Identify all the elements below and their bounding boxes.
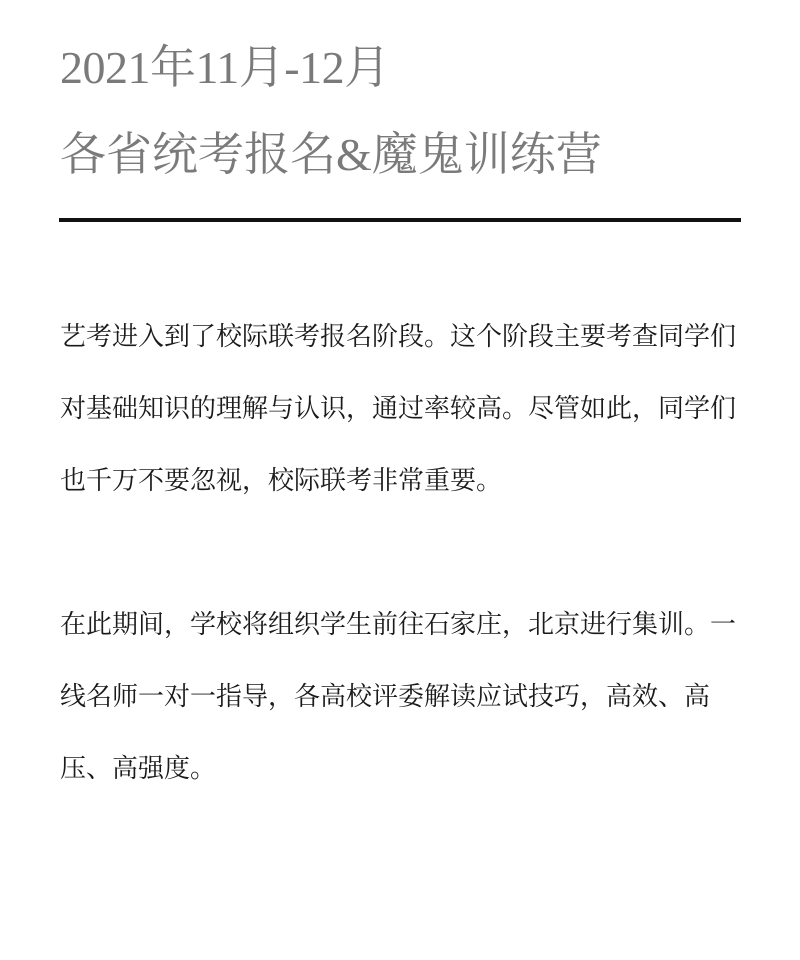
title-divider [59, 218, 741, 222]
page-title-main: 各省统考报名&魔鬼训练营 [60, 129, 602, 180]
paragraph-registration: 艺考进入到了校际联考报名阶段。这个阶段主要考查同学们对基础知识的理解与认识，通过率较高。尽管如此，同学们也千万不要忽视，校际联考非常重要。 [60, 322, 737, 496]
page-title-date: 2021年11月-12月 [60, 42, 390, 93]
paragraph-training: 在此期间，学校将组织学生前往石家庄，北京进行集训。一线名师一对一指导，各高校评委解读应试技巧，高效、高压、高强度。 [60, 610, 737, 784]
